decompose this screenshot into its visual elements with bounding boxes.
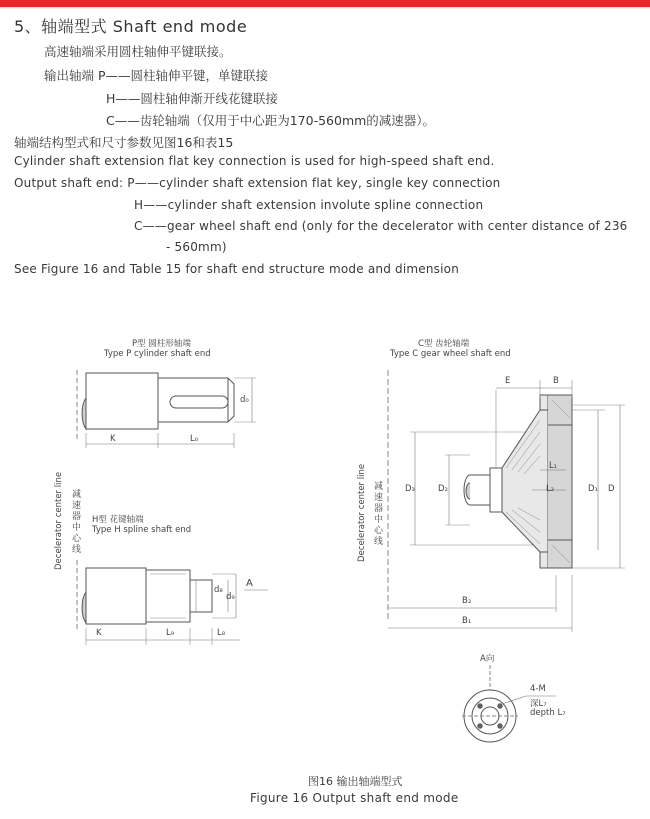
- dim-k-p: K: [110, 434, 116, 444]
- depth-en-label: depth L₇: [530, 708, 566, 718]
- center-line-zh-left: 减速器中心线: [72, 490, 82, 555]
- h-type-en-label: Type H spline shaft end: [92, 525, 192, 535]
- dim-d9: d₉: [226, 592, 235, 602]
- section-title: 5、轴端型式 Shaft end mode: [14, 17, 248, 36]
- dim-d2: D₂: [438, 484, 448, 494]
- en-line-6: See Figure 16 and Table 15 for shaft end structure mode and dimension: [14, 262, 460, 276]
- a-view-label: A向: [480, 654, 495, 664]
- dim-b: B: [553, 376, 559, 386]
- dim-l2: L₂: [546, 484, 555, 494]
- p-type-en-label: Type P cylinder shaft end: [104, 349, 211, 359]
- dim-b2: B₂: [462, 596, 472, 606]
- p-type-zh-label: P型 圆柱形轴端: [132, 339, 191, 349]
- center-line-en-right: Decelerator center line: [357, 463, 367, 562]
- figure-caption-zh: 图16 输出轴端型式: [308, 775, 403, 788]
- dim-d0: d₀: [240, 395, 249, 405]
- dim-l1: L₁: [549, 461, 558, 471]
- en-line-5: - 560mm): [166, 240, 227, 254]
- zh-line-2: 输出轴端 P——圆柱轴伸平键，单键联接: [44, 68, 269, 83]
- center-line-en-left: Decelerator center line: [54, 471, 64, 570]
- dim-d8: d₈: [214, 585, 223, 595]
- center-line-zh-right: 减速器中心线: [374, 482, 384, 547]
- c-type-zh-label: C型 齿轮轴端: [418, 339, 470, 349]
- zh-line-4: C——齿轮轴端（仅用于中心距为170-560mm的减速器）。: [106, 113, 436, 128]
- dim-d3: D₃: [405, 484, 415, 494]
- p-type-shaft: [77, 370, 256, 448]
- dim-k-h: K: [96, 628, 102, 638]
- dim-e: E: [505, 376, 511, 386]
- dim-l9: L₉: [166, 628, 175, 638]
- en-line-1: Cylinder shaft extension flat key connection is used for high-speed shaft end.: [14, 154, 495, 168]
- zh-line-5: 轴端结构型式和尺寸参数见图16和表15: [14, 135, 234, 150]
- figure-caption-en: Figure 16 Output shaft end mode: [250, 791, 459, 805]
- dim-d1: D₁: [588, 484, 598, 494]
- dim-d: D: [608, 484, 615, 494]
- h-type-zh-label: H型 花键轴端: [92, 515, 144, 525]
- dim-l0: L₀: [190, 434, 199, 444]
- c-type-en-label: Type C gear wheel shaft end: [390, 349, 511, 359]
- dim-b1: B₁: [462, 616, 472, 626]
- en-line-2: Output shaft end: P——cylinder shaft extension flat key, single key connection: [14, 176, 501, 190]
- en-line-4: C——gear wheel shaft end (only for the decelerator with center distance of 236: [134, 219, 628, 233]
- dim-a: A: [246, 578, 253, 589]
- zh-line-3: H——圆柱轴伸渐开线花键联接: [106, 91, 278, 106]
- depth-zh-label: 深L₇: [530, 699, 547, 709]
- dim-l8: L₈: [217, 628, 226, 638]
- zh-line-1: 高速轴端采用圆柱轴伸平键联接。: [44, 44, 232, 59]
- c-type-gear-shaft: [388, 370, 625, 632]
- en-line-3: H——cylinder shaft extension involute spline connection: [134, 198, 484, 212]
- thread-label: 4-M: [530, 684, 546, 694]
